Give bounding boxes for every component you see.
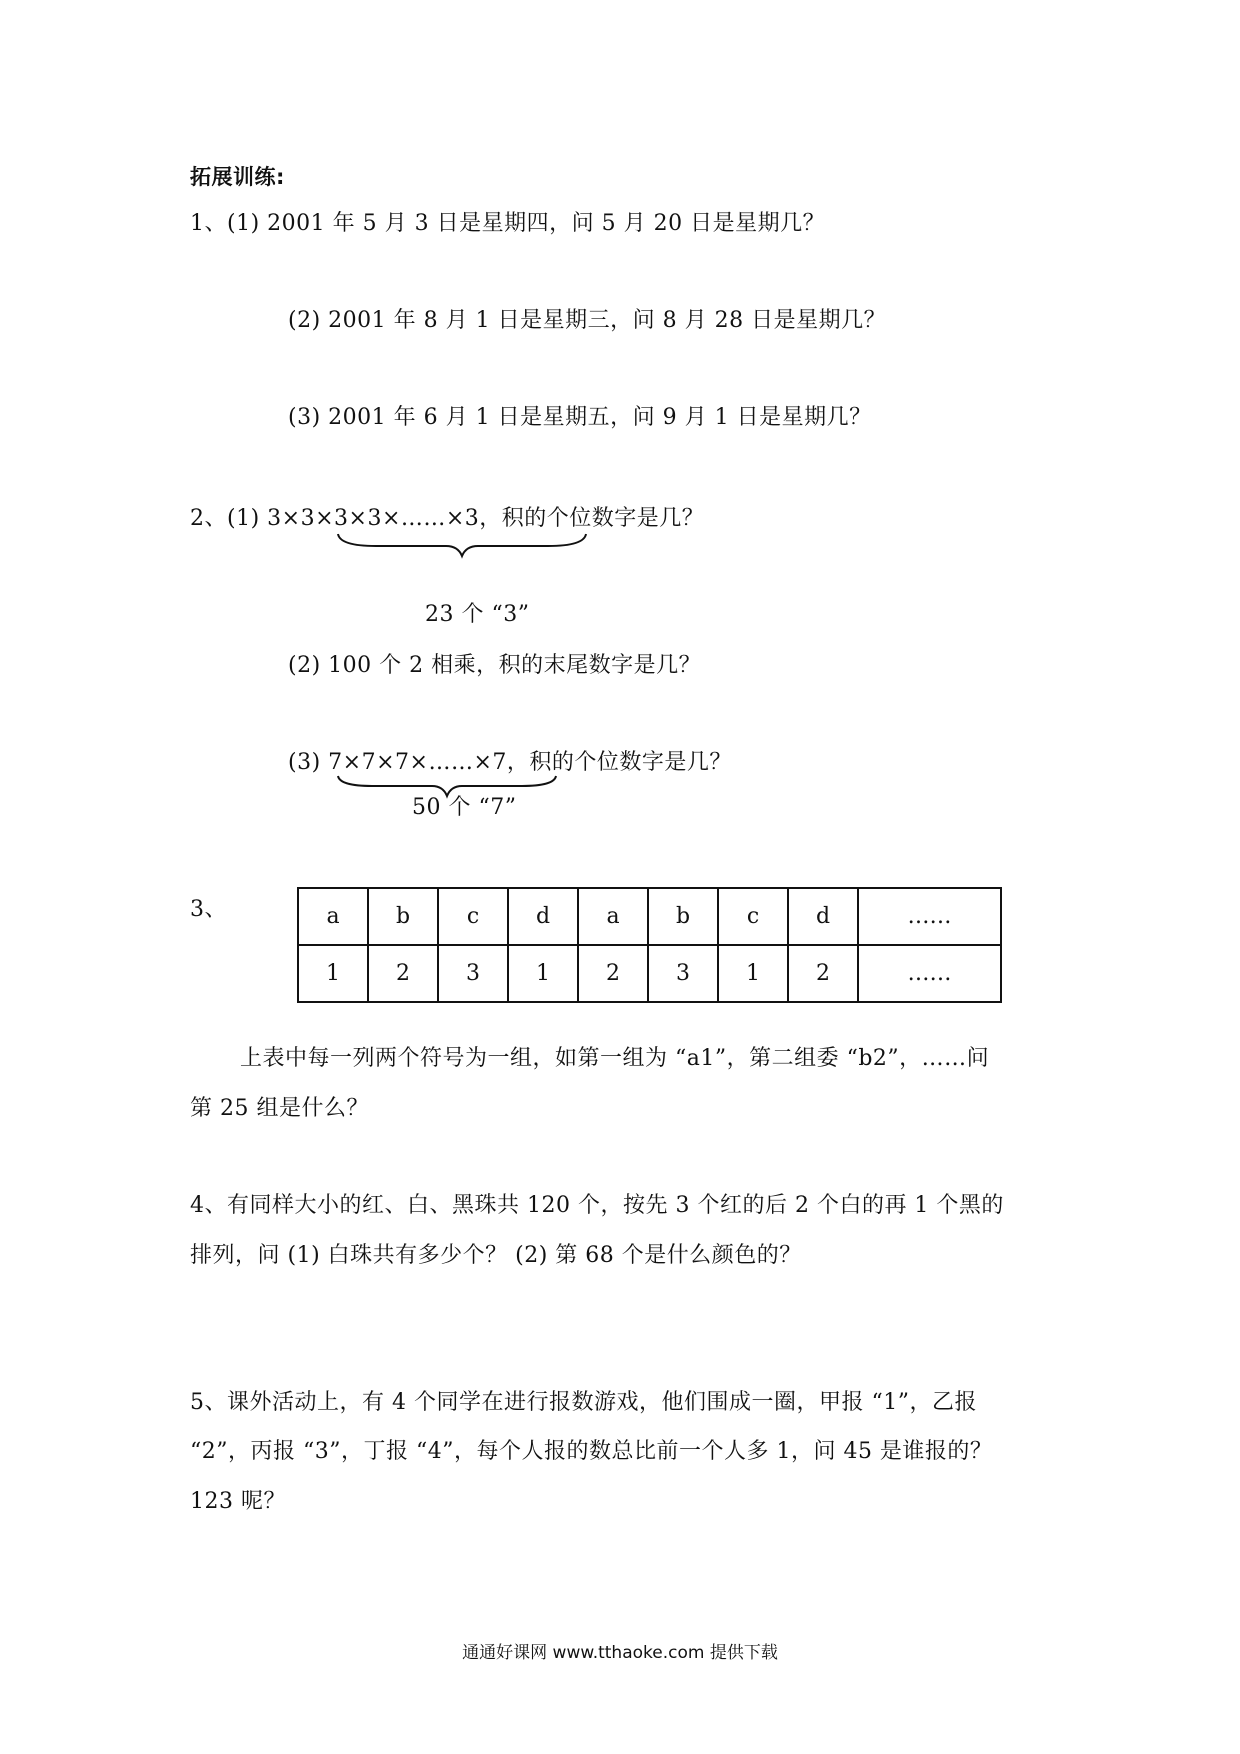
table-cell: 1 xyxy=(718,945,788,1002)
section-heading: 拓展训练: xyxy=(190,165,285,189)
q1-part1: 1、(1) 2001 年 5 月 3 日是星期四，问 5 月 20 日是星期几？ xyxy=(190,211,826,236)
q2-part1-brace xyxy=(336,528,588,558)
table-cell: d xyxy=(788,888,858,945)
table-cell: 1 xyxy=(298,945,368,1002)
table-cell: c xyxy=(438,888,508,945)
q1-part2: (2) 2001 年 8 月 1 日是星期三，问 8 月 28 日是星期几？ xyxy=(288,308,887,333)
table-cell: 2 xyxy=(788,945,858,1002)
table-cell: d xyxy=(508,888,578,945)
q2-part1: 2、(1) 3×3×3×3×……×3，积的个位数字是几？ xyxy=(190,506,705,531)
table-cell: 3 xyxy=(648,945,718,1002)
table-cell: c xyxy=(718,888,788,945)
q2-part3-brace-label: 50 个 “7” xyxy=(412,795,517,820)
q2-part1-brace-label: 23 个 “3” xyxy=(425,602,530,627)
q5-text-line3: 123 呢？ xyxy=(190,1489,286,1514)
q3-text-line2: 第 25 组是什么？ xyxy=(190,1096,369,1121)
q3-text-line1: 上表中每一列两个符号为一组，如第一组为 “a1”，第二组委 “b2”，……问 xyxy=(240,1046,990,1071)
table-cell: 3 xyxy=(438,945,508,1002)
table-cell: 2 xyxy=(578,945,648,1002)
table-cell: …… xyxy=(858,945,1001,1002)
q1-part3: (3) 2001 年 6 月 1 日是星期五，问 9 月 1 日是星期几？ xyxy=(288,405,872,430)
table-row xyxy=(298,945,1001,1002)
footer-credit: 通通好课网 www.tthaoke.com 提供下载 xyxy=(462,1643,778,1663)
q4-text-line2: 排列，问 (1) 白珠共有多少个？ (2) 第 68 个是什么颜色的？ xyxy=(190,1243,802,1268)
table-cell: b xyxy=(648,888,718,945)
table-cell: 2 xyxy=(368,945,438,1002)
table-row xyxy=(298,888,1001,945)
table-cell: 1 xyxy=(508,945,578,1002)
q3-number: 3、 xyxy=(190,897,227,922)
table-cell: a xyxy=(578,888,648,945)
table-cell: b xyxy=(368,888,438,945)
q2-part2: (2) 100 个 2 相乘，积的末尾数字是几？ xyxy=(288,653,702,678)
table-cell: …… xyxy=(858,888,1001,945)
table-cell: a xyxy=(298,888,368,945)
q2-part3: (3) 7×7×7×……×7，积的个位数字是几？ xyxy=(288,750,732,775)
q5-text-line1: 5、课外活动上，有 4 个同学在进行报数游戏，他们围成一圈，甲报 “1”，乙报 xyxy=(190,1390,977,1415)
sequence-table xyxy=(297,887,1002,1003)
q5-text-line2: “2”，丙报 “3”，丁报 “4”，每个人报的数总比前一个人多 1，问 45 是谁报的？ xyxy=(190,1439,993,1464)
q4-text-line1: 4、有同样大小的红、白、黑珠共 120 个，按先 3 个红的后 2 个白的再 1 个黑的 xyxy=(190,1193,1004,1218)
